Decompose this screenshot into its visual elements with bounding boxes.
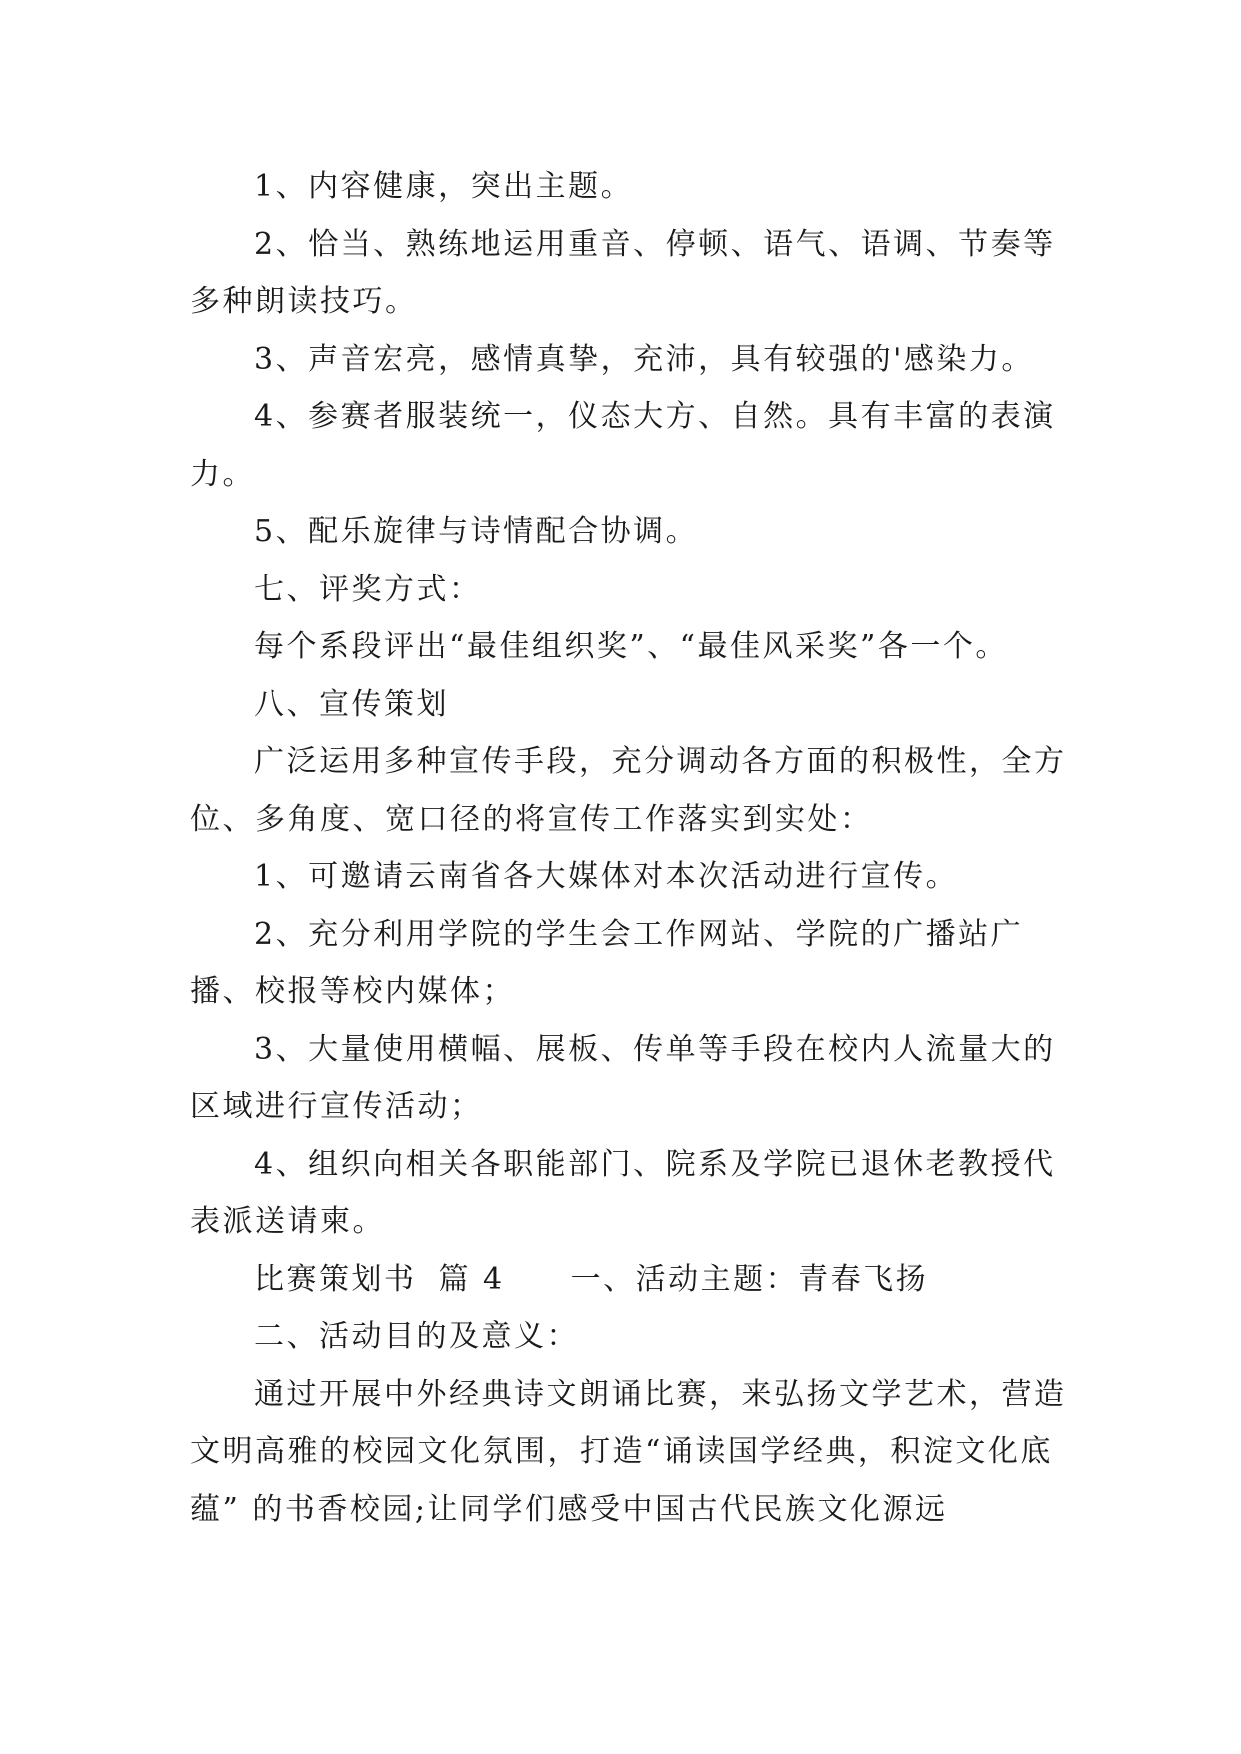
doc-title: 比赛策划书 xyxy=(254,1261,417,1297)
list-item-1: 1、内容健康，突出主题。 xyxy=(254,169,634,204)
section-heading-awards: 七、评奖方式： xyxy=(254,571,482,607)
list-item-4: 4、参赛者服装统一，仪态大方、自然。具有丰富的表演力。 xyxy=(190,399,1056,492)
publicity-intro: 广泛运用多种宣传手段，充分调动各方面的积极性，全方位、多角度、宽口径的将宣传工作落实到实处： xyxy=(190,744,1067,837)
list-item-2: 2、恰当、熟练地运用重音、停顿、语气、语调、节奏等多种朗读技巧。 xyxy=(190,226,1056,319)
section-heading-publicity: 八、宣传策划 xyxy=(254,686,449,722)
awards-description: 每个系段评出“最佳组织奖”、“最佳风采奖”各一个。 xyxy=(254,629,1008,664)
section-heading-purpose: 二、活动目的及意义： xyxy=(254,1319,579,1354)
part-label: 篇 4 xyxy=(438,1261,505,1297)
activity-theme: 一、活动主题：青春飞扬 xyxy=(570,1261,929,1297)
publicity-item-1: 1、可邀请云南省各大媒体对本次活动进行宣传。 xyxy=(254,859,959,894)
publicity-item-4: 4、组织向相关各职能部门、院系及学院已退休老教授代表派送请柬。 xyxy=(190,1146,1056,1239)
list-item-3: 3、声音宏亮，感情真挚，充沛，具有较强的'感染力。 xyxy=(254,341,1034,377)
publicity-item-3: 3、大量使用横幅、展板、传单等手段在校内人流量大的区域进行宣传活动； xyxy=(190,1031,1056,1124)
part-heading xyxy=(190,1251,1070,1309)
purpose-description: 通过开展中外经典诗文朗诵比赛，来弘扬文学艺术，营造文明高雅的校园文化氛围，打造“诵读国学经典，积淀文化底蕴” 的书香校园;让同学们感受中国古代民族文化源远 xyxy=(190,1376,1067,1527)
list-item-5: 5、配乐旋律与诗情配合协调。 xyxy=(254,514,699,549)
publicity-item-2: 2、充分利用学院的学生会工作网站、学院的广播站广播、校报等校内媒体； xyxy=(190,916,1024,1009)
document-body xyxy=(190,158,1070,1538)
